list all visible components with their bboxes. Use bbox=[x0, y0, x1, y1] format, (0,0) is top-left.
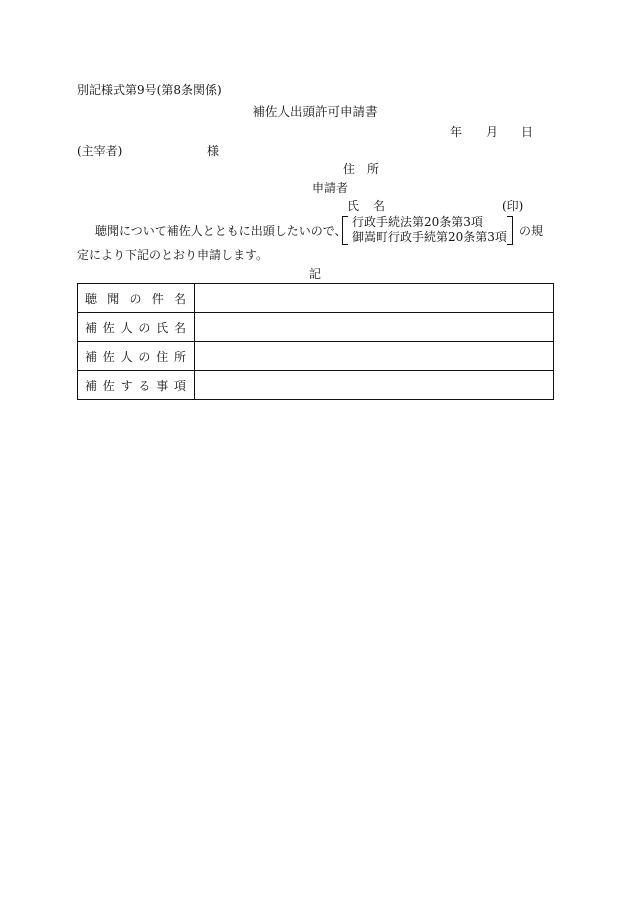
ki-heading: 記 bbox=[308, 267, 321, 281]
label-char: る bbox=[138, 378, 151, 393]
label-char: 佐 bbox=[102, 320, 115, 335]
label-char: 名 bbox=[173, 320, 186, 335]
label-char: 氏 bbox=[156, 320, 169, 335]
name-label: 氏名 bbox=[347, 199, 400, 213]
details-table bbox=[77, 283, 554, 400]
row-label-assistant-address bbox=[78, 342, 195, 371]
label-char: 事 bbox=[156, 378, 169, 393]
row-label-hearing-subject bbox=[78, 284, 195, 313]
label-char: 住 bbox=[156, 349, 169, 364]
applicant-label: 申請者 bbox=[312, 181, 349, 195]
label-char: 名 bbox=[173, 291, 186, 306]
label-char: 補 bbox=[85, 320, 98, 335]
addressee-label: (主宰者) bbox=[77, 144, 123, 158]
label-char: 所 bbox=[173, 349, 186, 364]
table-row bbox=[78, 371, 554, 400]
label-char: 補 bbox=[85, 349, 98, 364]
form-reference: 別記様式第9号(第8条関係) bbox=[77, 83, 222, 97]
date-month-label: 月 bbox=[486, 125, 499, 139]
right-bracket bbox=[507, 216, 513, 245]
assistance-matters-field[interactable] bbox=[195, 371, 554, 400]
law-option-2: 御嵩町行政手続第20条第3項 bbox=[352, 230, 507, 244]
body-text-line2: 定により下記のとおり申請します。 bbox=[77, 248, 269, 262]
label-char: 人 bbox=[120, 349, 133, 364]
assistant-address-field[interactable] bbox=[195, 342, 554, 371]
label-char: の bbox=[129, 291, 142, 306]
label-char: の bbox=[138, 320, 151, 335]
date-day-label: 日 bbox=[521, 125, 534, 139]
label-char: 件 bbox=[151, 291, 164, 306]
label-char: 補 bbox=[85, 378, 98, 393]
assistant-name-field[interactable] bbox=[195, 313, 554, 342]
label-char: 聴 bbox=[85, 291, 98, 306]
table-row bbox=[78, 342, 554, 371]
row-label-assistant-name bbox=[78, 313, 195, 342]
label-char: す bbox=[120, 378, 133, 393]
hearing-subject-field[interactable] bbox=[195, 284, 554, 313]
label-char: の bbox=[138, 349, 151, 364]
law-option-1: 行政手続法第20条第3項 bbox=[352, 215, 483, 229]
document-title: 補佐人出頭許可申請書 bbox=[252, 104, 378, 119]
table-row bbox=[78, 284, 554, 313]
left-bracket bbox=[342, 216, 348, 245]
label-char: 聞 bbox=[107, 291, 120, 306]
label-char: 佐 bbox=[102, 349, 115, 364]
table-row bbox=[78, 313, 554, 342]
label-char: 項 bbox=[173, 378, 186, 393]
row-label-assistance-matters bbox=[78, 371, 195, 400]
seal-mark: (印) bbox=[502, 199, 524, 213]
address-label: 住所 bbox=[343, 162, 392, 176]
label-char: 佐 bbox=[102, 378, 115, 393]
body-text-line1-start: 聴聞について補佐人とともに出頭したいので、 bbox=[95, 224, 347, 238]
label-char: 人 bbox=[120, 320, 133, 335]
date-year-label: 年 bbox=[450, 125, 463, 139]
addressee-honorific: 様 bbox=[207, 144, 220, 158]
body-text-line1-end: の規 bbox=[519, 224, 544, 238]
